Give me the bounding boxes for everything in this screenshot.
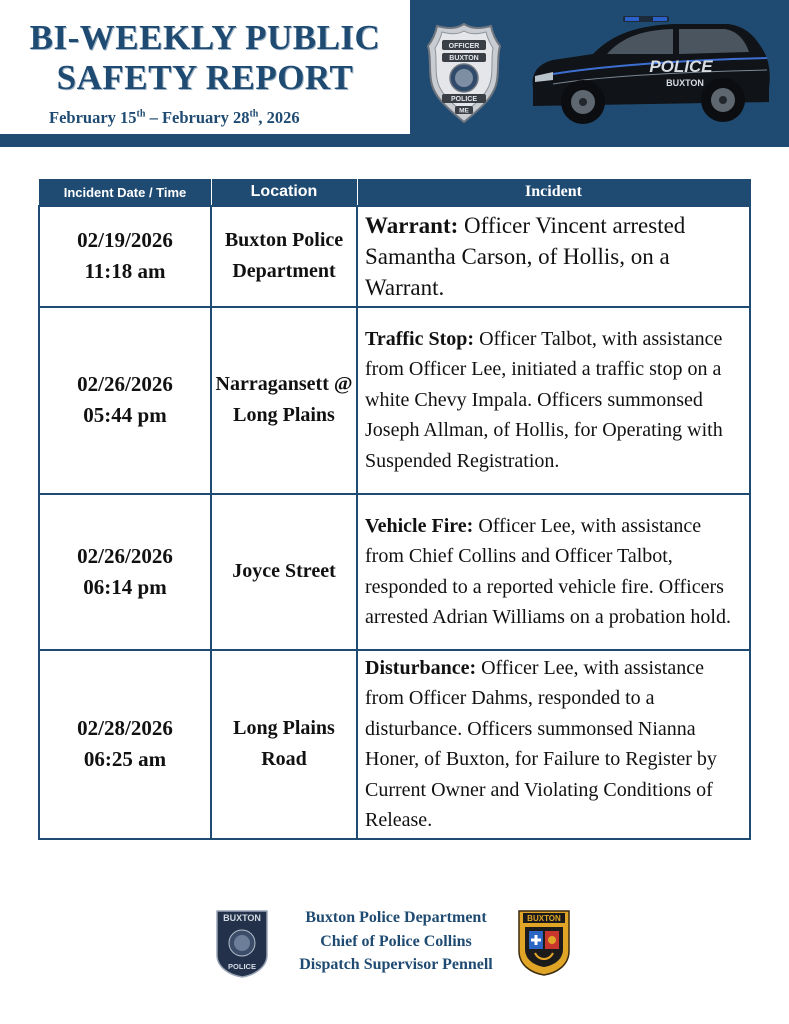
title-line-2: SAFETY REPORT <box>56 58 354 97</box>
incident-location: Joyce Street <box>211 494 357 650</box>
incident-date: 02/19/2026 <box>77 228 173 252</box>
incident-text: Officer Talbot, with assistance from Officer Lee, initiated a traffic stop on a white Chevy Impala. Officers summonsed Joseph Allman, of Hollis, for Operating with Suspended Registration. <box>365 327 723 472</box>
incident-time: 06:25 am <box>83 747 167 771</box>
incident-text: Officer Lee, with assistance from Chief Collins and Officer Talbot, responded to a reported vehicle fire. Officers arrested Adrian Williams on a probation hold. <box>365 514 731 628</box>
incident-time: 05:44 pm <box>83 403 167 427</box>
incident-description <box>357 206 750 307</box>
incident-type: Disturbance: <box>365 656 477 679</box>
footer-dispatch: Dispatch Supervisor Pennell <box>299 956 493 973</box>
report-date-range: February 15th – February 28th, 2026 <box>49 108 300 127</box>
footer-chief: Chief of Police Collins <box>320 932 472 950</box>
car-text-police: POLICE <box>649 57 713 76</box>
column-header-incident: Incident <box>357 180 750 206</box>
incident-datetime <box>39 650 211 839</box>
incident-time: 11:18 am <box>84 259 166 283</box>
table-row <box>39 494 750 650</box>
badge-state: ME <box>459 107 469 115</box>
fire-rescue-patch-icon <box>515 905 573 977</box>
header-divider <box>0 134 789 147</box>
table-header-row <box>39 180 750 206</box>
column-header-date: Incident Date / Time <box>39 180 211 206</box>
incident-type: Warrant: <box>365 212 459 238</box>
table-row <box>39 650 750 839</box>
police-car-icon <box>523 14 773 130</box>
incident-date: 02/26/2026 <box>77 372 173 396</box>
fire-patch-text: BUXTON <box>527 914 561 923</box>
badge-text-mid: BUXTON <box>449 55 479 62</box>
incident-description <box>357 307 750 494</box>
police-patch-icon <box>213 905 271 979</box>
car-text-town: BUXTON <box>666 78 704 88</box>
incident-datetime <box>39 206 211 307</box>
report-title <box>0 18 410 98</box>
patch-text-bottom: POLICE <box>228 962 256 971</box>
incident-location: Buxton Police Department <box>211 206 357 307</box>
report-header <box>0 0 789 147</box>
badge-text-bottom: POLICE <box>450 96 478 103</box>
incident-location: Narragansett @ Long Plains <box>211 307 357 494</box>
incident-type: Traffic Stop: <box>365 327 475 350</box>
footer-credits <box>282 906 510 977</box>
table-row <box>39 206 750 307</box>
incident-type: Vehicle Fire: <box>365 514 474 537</box>
incident-datetime <box>39 307 211 494</box>
incident-time: 06:14 pm <box>83 574 167 599</box>
incident-location: Long Plains Road <box>211 650 357 839</box>
incident-description <box>357 494 750 650</box>
title-line-1: BI-WEEKLY PUBLIC <box>29 18 381 57</box>
table-row <box>39 307 750 494</box>
incident-description <box>357 650 750 839</box>
incident-table <box>38 179 751 840</box>
incident-date: 02/26/2026 <box>77 543 173 568</box>
badge-text-top: OFFICER <box>448 43 480 50</box>
column-header-location: Location <box>211 180 357 206</box>
footer-department: Buxton Police Department <box>305 909 487 926</box>
patch-text-top: BUXTON <box>223 913 261 923</box>
incident-datetime <box>39 494 211 650</box>
police-badge-icon <box>425 22 503 126</box>
incident-text: Officer Lee, with assistance from Officer Dahms, responded to a disturbance. Officers summonsed Nianna Honer, of Buxton, for Failure to Register by Current Owner and Violating Conditions of Release. <box>365 656 717 831</box>
incident-text: Officer Vincent arrested Samantha Carson, of Hollis, on a Warrant. <box>365 212 686 300</box>
incident-date: 02/28/2026 <box>77 716 173 740</box>
